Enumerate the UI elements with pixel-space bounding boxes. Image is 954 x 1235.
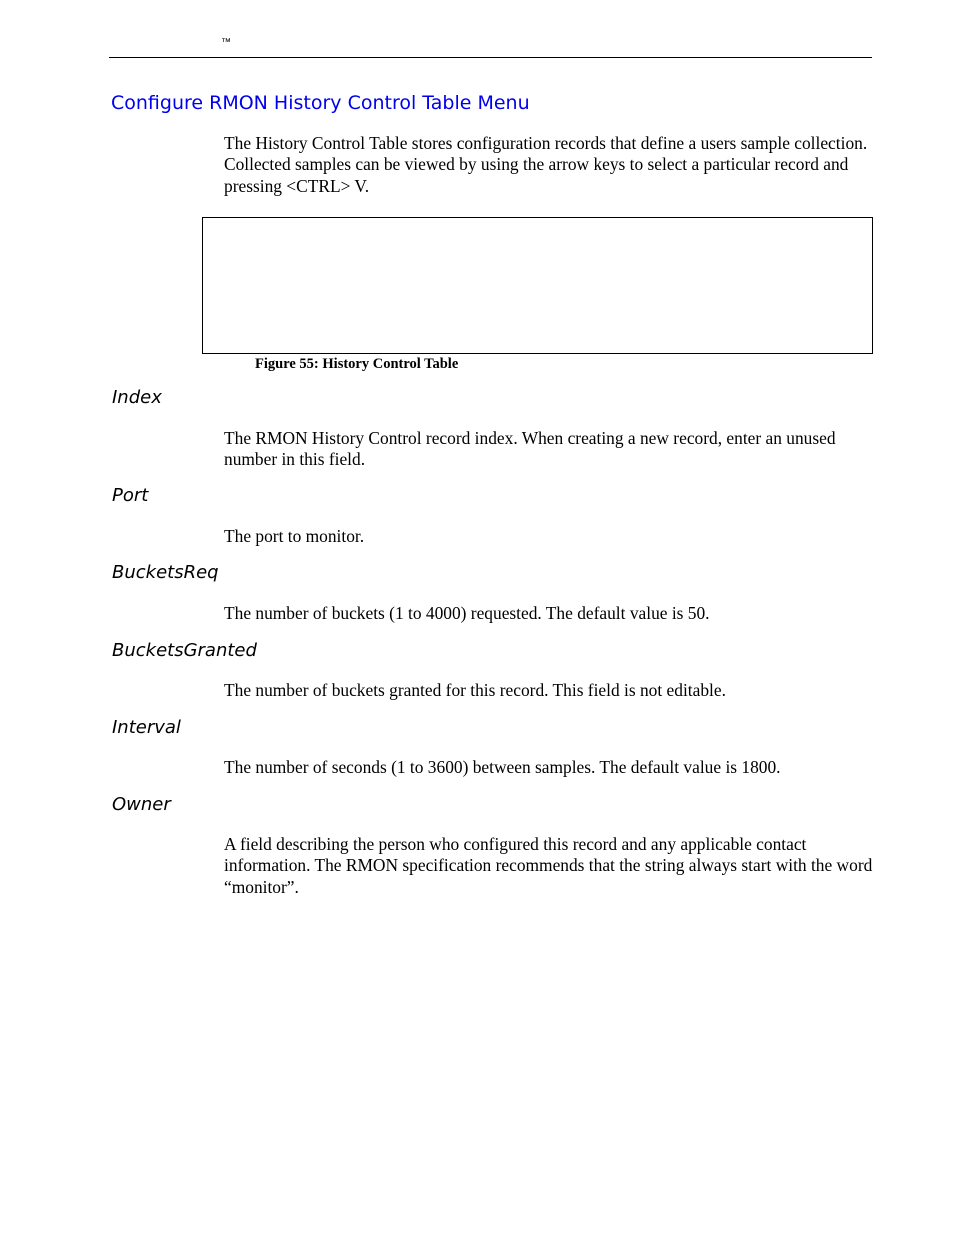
field-description-port: The port to monitor. xyxy=(224,526,365,546)
trademark-mark: ™ xyxy=(221,37,231,48)
field-heading-port: Port xyxy=(112,485,149,506)
intro-paragraph: The History Control Table stores configuration records that define a users sample collection. Collected samples can be viewed by using the arrow keys to select a particular record and pressing <CTRL> V. xyxy=(224,133,868,196)
field-heading-index: Index xyxy=(112,387,162,408)
field-heading-bucketsgranted: BucketsGranted xyxy=(112,640,257,661)
field-description-bucketsreq: The number of buckets (1 to 4000) requested. The default value is 50. xyxy=(224,603,710,623)
field-heading-owner: Owner xyxy=(112,794,171,815)
field-heading-interval: Interval xyxy=(112,717,181,738)
field-description-owner: A field describing the person who configured this record and any applicable contact information. The RMON specification recommends that the string always start with the word “monitor”. xyxy=(224,834,873,897)
figure-caption: Figure 55: History Control Table xyxy=(255,356,459,372)
field-description-bucketsgranted: The number of buckets granted for this record. This field is not editable. xyxy=(224,680,726,700)
figure-screenshot-box xyxy=(202,217,873,354)
field-heading-bucketsreq: BucketsReq xyxy=(112,562,219,583)
header-rule xyxy=(109,57,872,58)
field-description-interval: The number of seconds (1 to 3600) between samples. The default value is 1800. xyxy=(224,757,781,777)
section-title: Configure RMON History Control Table Menu xyxy=(111,92,530,114)
field-description-index: The RMON History Control record index. When creating a new record, enter an unused number in this field. xyxy=(224,428,836,470)
